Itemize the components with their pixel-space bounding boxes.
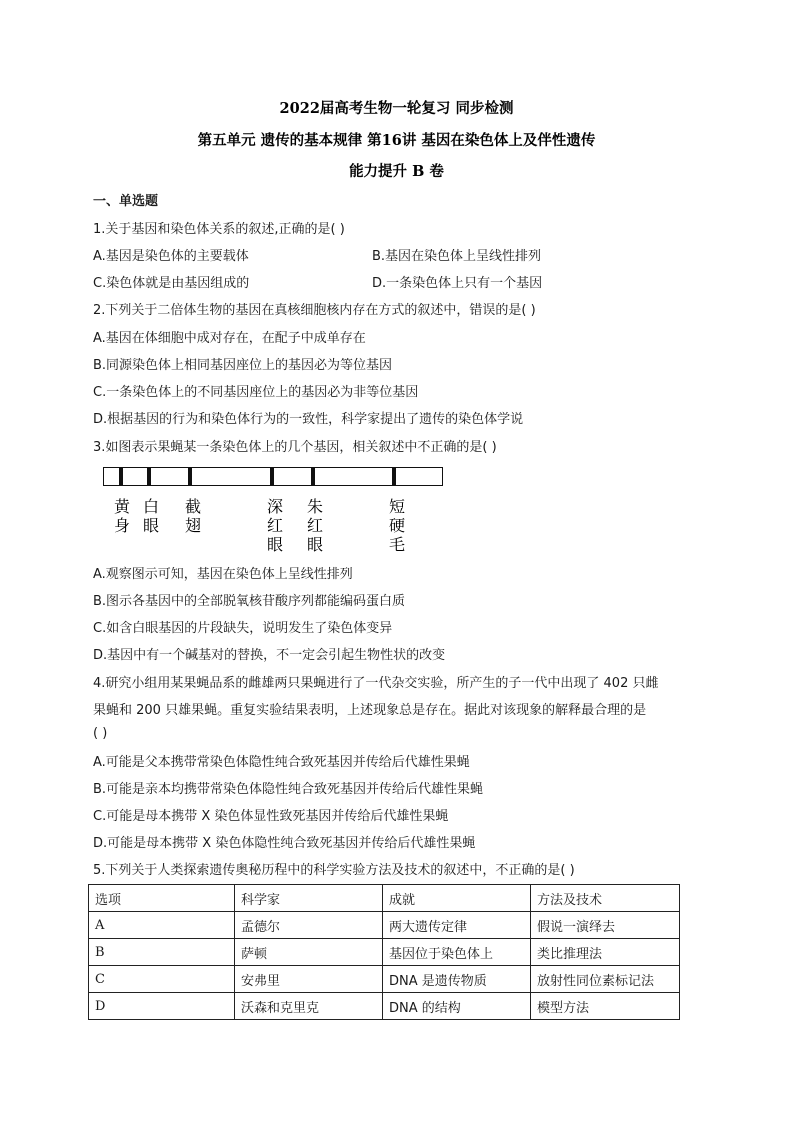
question-5-stem: 5.下列关于人类探索遗传奥秘历程中的科学实验方法及技术的叙述中，不正确的是( ) xyxy=(93,863,575,878)
question-3-stem: 3.如图表示果蝇某一条染色体上的几个基因，相关叙述中不正确的是( ) xyxy=(93,440,497,455)
question-1-option-c: C.染色体就是由基因组成的 xyxy=(93,276,250,291)
table-header-cell: 方法及技术 xyxy=(531,885,680,912)
question-3-option-a: A.观察图示可知，基因在染色体上呈线性排列 xyxy=(93,567,353,582)
table-cell: 安弗里 xyxy=(235,966,383,993)
question-2-option-d: D.根据基因的行为和染色体行为的一致性，科学家提出了遗传的染色体学说 xyxy=(93,412,524,427)
question-3-option-d: D.基因中有一个碱基对的替换，不一定会引起生物性状的改变 xyxy=(93,648,446,663)
question-1-stem: 1.关于基因和染色体关系的叙述,正确的是( ) xyxy=(93,222,345,237)
question-2-option-a: A.基因在体细胞中成对存在，在配子中成单存在 xyxy=(93,331,366,346)
question-4-option-b: B.可能是亲本均携带常染色体隐性纯合致死基因并传给后代雄性果蝇 xyxy=(93,782,484,797)
gene-marker-vermilion-eye xyxy=(311,468,315,485)
question-1-option-a: A.基因是染色体的主要载体 xyxy=(93,249,249,264)
table-cell: D xyxy=(89,993,235,1020)
table-cell: 沃森和克里克 xyxy=(235,993,383,1020)
table-cell: DNA 的结构 xyxy=(383,993,531,1020)
gene-label-yellow-body: 黄 身 xyxy=(113,497,130,535)
table-row xyxy=(89,966,680,993)
question-5-table xyxy=(88,884,680,1020)
table-cell: B xyxy=(89,939,235,966)
gene-marker-white-eye xyxy=(147,468,151,485)
table-header-cell: 科学家 xyxy=(235,885,383,912)
question-3-option-c: C.如含白眼基因的片段缺失，说明发生了染色体变异 xyxy=(93,621,393,636)
question-2-stem: 2.下列关于二倍体生物的基因在真核细胞核内存在方式的叙述中，错误的是( ) xyxy=(93,303,536,318)
table-header-row xyxy=(89,885,680,912)
gene-marker-cut-wing xyxy=(188,468,192,485)
table-row xyxy=(89,912,680,939)
gene-label-cut-wing: 截 翅 xyxy=(184,497,201,535)
document-level: 能力提升 B 卷 xyxy=(349,163,444,180)
table-cell: 类比推理法 xyxy=(531,939,680,966)
chromosome-diagram xyxy=(103,467,443,486)
question-4-stem-line-2: 果蝇和 200 只雄果蝇。重复实验结果表明，上述现象总是存在。据此对该现象的解释最合理的是 xyxy=(93,703,647,718)
table-cell: 模型方法 xyxy=(531,993,680,1020)
table-row xyxy=(89,939,680,966)
question-4-option-c: C.可能是母本携带 X 染色体显性致死基因并传给后代雄性果蝇 xyxy=(93,809,449,824)
table-cell: 孟德尔 xyxy=(235,912,383,939)
table-header-cell: 成就 xyxy=(383,885,531,912)
gene-label-vermilion-eye: 朱 红 眼 xyxy=(306,497,323,554)
question-4-option-a: A.可能是父本携带常染色体隐性纯合致死基因并传给后代雄性果蝇 xyxy=(93,755,470,770)
table-row xyxy=(89,993,680,1020)
gene-marker-scarlet-eye xyxy=(270,468,274,485)
table-cell: A xyxy=(89,912,235,939)
question-4-option-d: D.可能是母本携带 X 染色体隐性纯合致死基因并传给后代雄性果蝇 xyxy=(93,836,476,851)
question-1-option-b: B.基因在染色体上呈线性排列 xyxy=(372,249,542,264)
table-cell: 两大遗传定律 xyxy=(383,912,531,939)
document-title: 2022届高考生物一轮复习 同步检测 xyxy=(279,100,514,117)
table-cell: 萨顿 xyxy=(235,939,383,966)
question-3-option-b: B.图示各基因中的全部脱氧核苷酸序列都能编码蛋白质 xyxy=(93,594,406,609)
gene-marker-yellow-body xyxy=(119,468,123,485)
table-cell: 放射性同位素标记法 xyxy=(531,966,680,993)
section-heading: 一、单选题 xyxy=(93,194,159,209)
gene-marker-short-bristle xyxy=(392,468,396,485)
question-4-stem-line-1: 4.研究小组用某果蝇品系的雌雄两只果蝇进行了一代杂交实验，所产生的子一代中出现了 402 只雌 xyxy=(93,676,659,691)
document-subtitle: 第五单元 遗传的基本规律 第16讲 基因在染色体上及伴性遗传 xyxy=(197,132,596,149)
question-4-stem-line-3: ( ) xyxy=(93,726,108,741)
gene-label-white-eye: 白 眼 xyxy=(142,497,159,535)
gene-label-short-bristle: 短 硬 毛 xyxy=(388,497,405,554)
table-cell: 基因位于染色体上 xyxy=(383,939,531,966)
question-2-option-b: B.同源染色体上相同基因座位上的基因必为等位基因 xyxy=(93,358,393,373)
question-1-option-d: D.一条染色体上只有一个基因 xyxy=(372,276,543,291)
table-cell: C xyxy=(89,966,235,993)
gene-label-scarlet-eye: 深 红 眼 xyxy=(266,497,283,554)
question-2-option-c: C.一条染色体上的不同基因座位上的基因必为非等位基因 xyxy=(93,385,419,400)
table-header-cell: 选项 xyxy=(89,885,235,912)
table-cell: DNA 是遗传物质 xyxy=(383,966,531,993)
table-cell: 假说一演绎去 xyxy=(531,912,680,939)
